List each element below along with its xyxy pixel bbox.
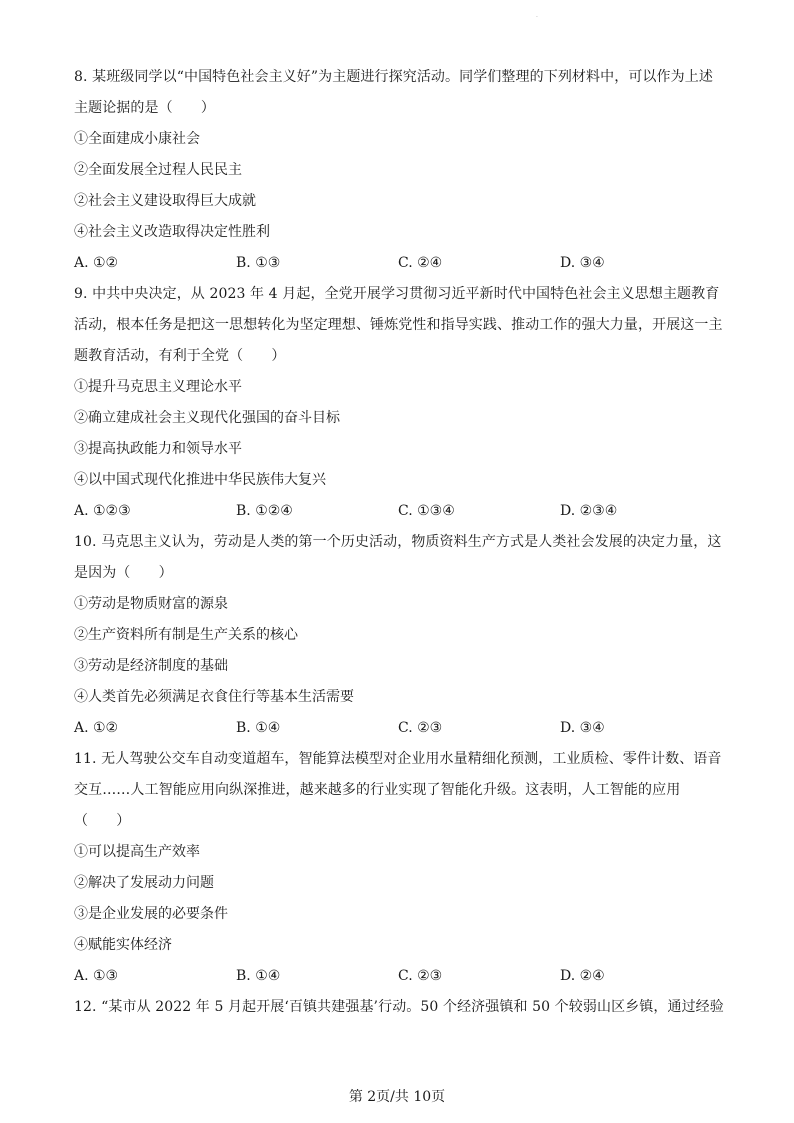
answer-choices — [74, 713, 724, 744]
option-item: ②确立建成社会主义现代化强国的奋斗目标 — [74, 410, 340, 426]
choice-d: D. ③④ — [560, 255, 605, 271]
choice-c: C. ②③ — [398, 720, 443, 736]
option-item: ①劳动是物质财富的源泉 — [74, 596, 228, 612]
option-item: ③劳动是经济制度的基础 — [74, 658, 228, 674]
option-item: ②解决了发展动力问题 — [74, 875, 214, 891]
option-item: ②全面发展全过程人民民主 — [74, 162, 242, 178]
choice-a: A. ①② — [74, 255, 119, 271]
question-stem: 11. 无人驾驶公交车自动变道超车，智能算法模型对企业用水量精细化预测，工业质检、零件计数、语音交互……人工智能应用向纵深推进，越来越多的行业实现了智能化升级。这表明，人工智能的应用（ ） — [74, 751, 722, 829]
option-item: ①可以提高生产效率 — [74, 844, 200, 860]
question-stem: 10. 马克思主义认为，劳动是人类的第一个历史活动，物质资料生产方式是人类社会发展的决定力量，这是因为（ ） — [74, 534, 722, 581]
answer-choices — [74, 248, 724, 279]
choice-b: B. ①②④ — [236, 503, 293, 519]
option-item: ②社会主义建设取得巨大成就 — [74, 193, 256, 209]
choice-d: D. ②④ — [560, 968, 605, 984]
option-item: ③是企业发展的必要条件 — [74, 906, 228, 922]
choice-b: B. ①④ — [236, 968, 281, 984]
question-12 — [74, 992, 724, 1023]
option-item: ①提升马克思主义理论水平 — [74, 379, 242, 395]
question-list — [74, 62, 724, 1023]
choice-b: B. ①④ — [236, 720, 281, 736]
choice-a: A. ①② — [74, 720, 119, 736]
question-8 — [74, 62, 724, 279]
question-stem: 8. 某班级同学以“中国特色社会主义好”为主题进行探究活动。同学们整理的下列材料中，可以作为上述主题论据的是（ ） — [74, 69, 713, 116]
option-item: ①全面建成小康社会 — [74, 131, 200, 147]
choice-d: D. ③④ — [560, 720, 605, 736]
option-item: ④人类首先必须满足衣食住行等基本生活需要 — [74, 689, 354, 705]
question-10 — [74, 527, 724, 744]
option-item: ③提高执政能力和领导水平 — [74, 441, 242, 457]
question-stem: 9. 中共中央决定，从 2023 年 4 月起，全党开展学习贯彻习近平新时代中国特色社会主义思想主题教育活动，根本任务是把这一思想转化为坚定理想、锤炼党性和指导实践、推动工作的强大力量，开展这一主题教育活动，有利于全党（ ） — [74, 286, 723, 364]
header-mark: · — [536, 14, 538, 21]
option-item: ④社会主义改造取得决定性胜利 — [74, 224, 270, 240]
option-item: ④赋能实体经济 — [74, 937, 172, 953]
question-stem: 12. “某市从 2022 年 5 月起开展‘百镇共建强基’行动。50 个经济强镇和 50 个较弱山区乡镇，通过经验 — [74, 999, 724, 1015]
question-11 — [74, 744, 724, 992]
choice-d: D. ②③④ — [560, 503, 618, 519]
choice-a: A. ①③ — [74, 968, 119, 984]
answer-choices — [74, 496, 724, 527]
option-item: ④以中国式现代化推进中华民族伟大复兴 — [74, 472, 326, 488]
choice-c: C. ①③④ — [398, 503, 455, 519]
answer-choices — [74, 961, 724, 992]
choice-c: C. ②④ — [398, 255, 443, 271]
choice-a: A. ①②③ — [74, 503, 131, 519]
question-9 — [74, 279, 724, 527]
choice-b: B. ①③ — [236, 255, 281, 271]
page-number: 第 2页/共 10页 — [348, 1089, 446, 1105]
choice-c: C. ②③ — [398, 968, 443, 984]
option-item: ②生产资料所有制是生产关系的核心 — [74, 627, 298, 643]
